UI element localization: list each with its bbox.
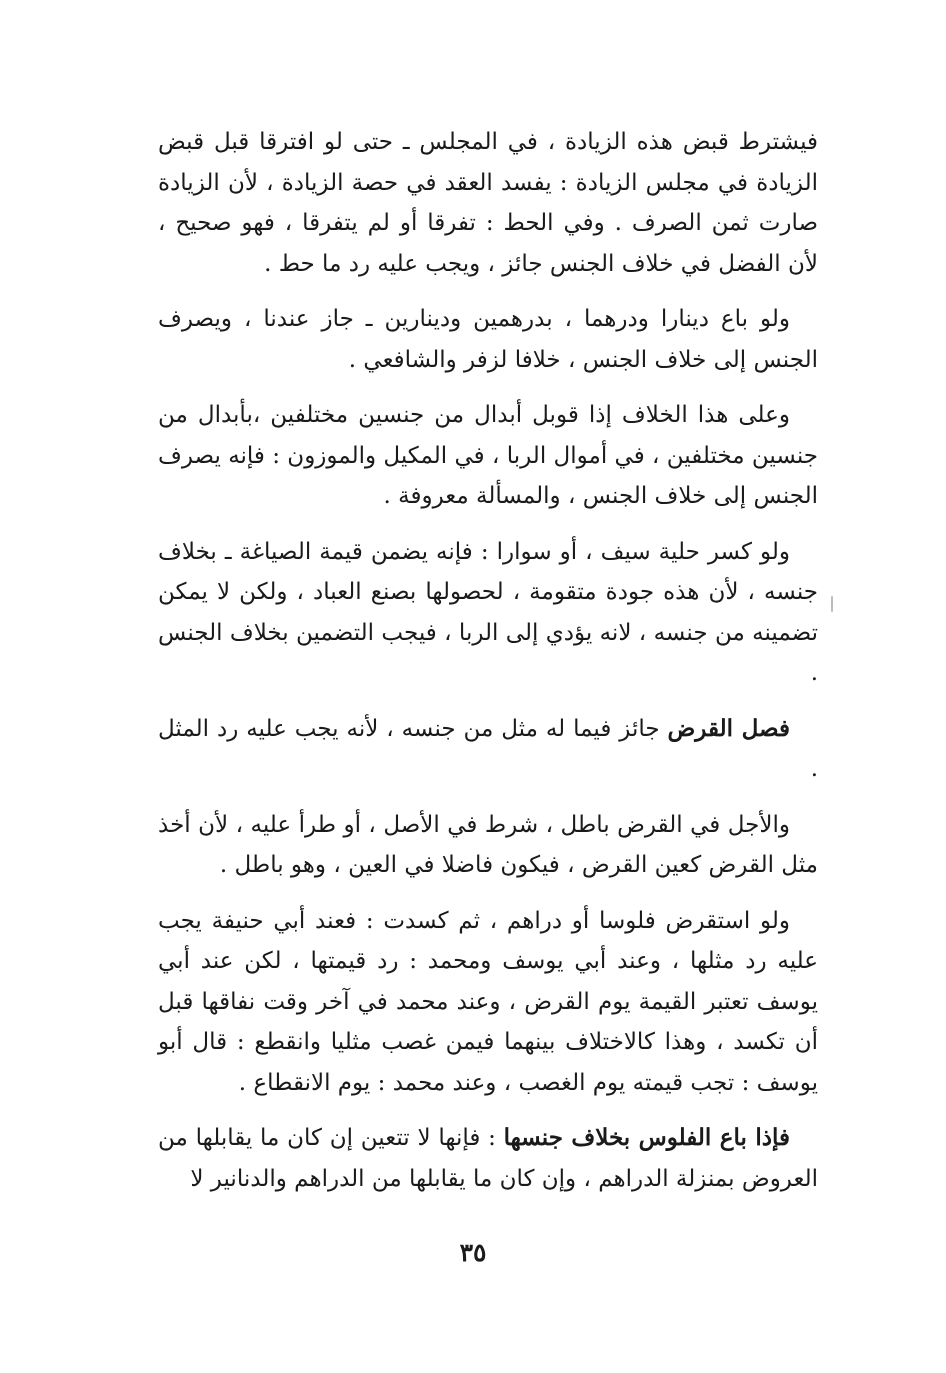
paragraph-text: فيشترط قبض هذه الزيادة ، في المجلس ـ حتى لو افترقا قبل قبض الزيادة في مجلس الزيادة : يفسد العقد في حصة الزيادة ، لأن الزيادة صارت ثمن الصرف . وفي الحط : تفرقا أو لم يتفرقا ، فهو صحيح ، لأن الفضل في خلاف الجنس جائز ، ويجب عليه رد ما حط .: [158, 129, 818, 277]
section-heading: فصل القرض: [667, 714, 790, 742]
paragraph-5: [158, 709, 818, 790]
paragraph-7: [158, 901, 818, 1104]
paragraph-1: [158, 122, 818, 284]
paragraph-text: وعلى هذا الخلاف إذا قوبل أبدال من جنسين مختلفين ،بأبدال من جنسين مختلفين ، في أموال الربا ، في المكيل والموزون : فإنه يصرف الجنس إلى خلاف الجنس ، والمسألة معروفة .: [158, 402, 818, 509]
body-text: [158, 122, 818, 1214]
paragraph-text: ولو كسر حلية سيف ، أو سوارا : فإنه يضمن قيمة الصياغة ـ بخلاف جنسه ، لأن هذه جودة متقومة ، لحصولها بصنع العباد ، ولكن لا يمكن تضمينه من جنسه ، لانه يؤدي إلى الربا ، فيجب التضمين بخلاف الجنس .: [158, 538, 818, 686]
paragraph-text: جائز فيما له مثل من جنسه ، لأنه يجب عليه رد المثل .: [158, 715, 818, 782]
paragraph-3: [158, 395, 818, 517]
paragraph-8: [158, 1118, 818, 1199]
scan-mark: [831, 596, 833, 612]
paragraph-text: ولو استقرض فلوسا أو دراهم ، ثم كسدت : فعند أبي حنيفة يجب عليه رد مثلها ، وعند أبي يوسف ومحمد : رد قيمتها ، لكن عند أبي يوسف تعتبر القيمة يوم القرض ، وعند محمد في آخر وقت نفاقها قبل أن تكسد ، وهذا كالاختلاف بينهما فيمن غصب مثليا وانقطع : قال أبو يوسف : تجب قيمته يوم الغصب ، وعند محمد : يوم الانقطاع .: [158, 907, 818, 1096]
paragraph-2: [158, 299, 818, 380]
paragraph-6: [158, 805, 818, 886]
paragraph-text: : فإنها لا تتعين إن كان ما يقابلها من العروض بمنزلة الدراهم ، وإن كان ما يقابلها من الدراهم والدنانير لا: [158, 1125, 818, 1192]
bold-lead-phrase: فإذا باع الفلوس بخلاف جنسها: [503, 1124, 790, 1151]
paragraph-text: والأجل في القرض باطل ، شرط في الأصل ، أو طرأ عليه ، لأن أخذ مثل القرض كعين القرض ، فيكون فاضلا في العين ، وهو باطل .: [158, 811, 818, 878]
page-number: ٣٥: [459, 1238, 487, 1267]
paragraph-text: ولو باع دينارا ودرهما ، بدرهمين ودينارين ـ جاز عندنا ، ويصرف الجنس إلى خلاف الجنس ، خلافا لزفر والشافعي .: [158, 306, 818, 373]
paragraph-4: [158, 532, 818, 694]
